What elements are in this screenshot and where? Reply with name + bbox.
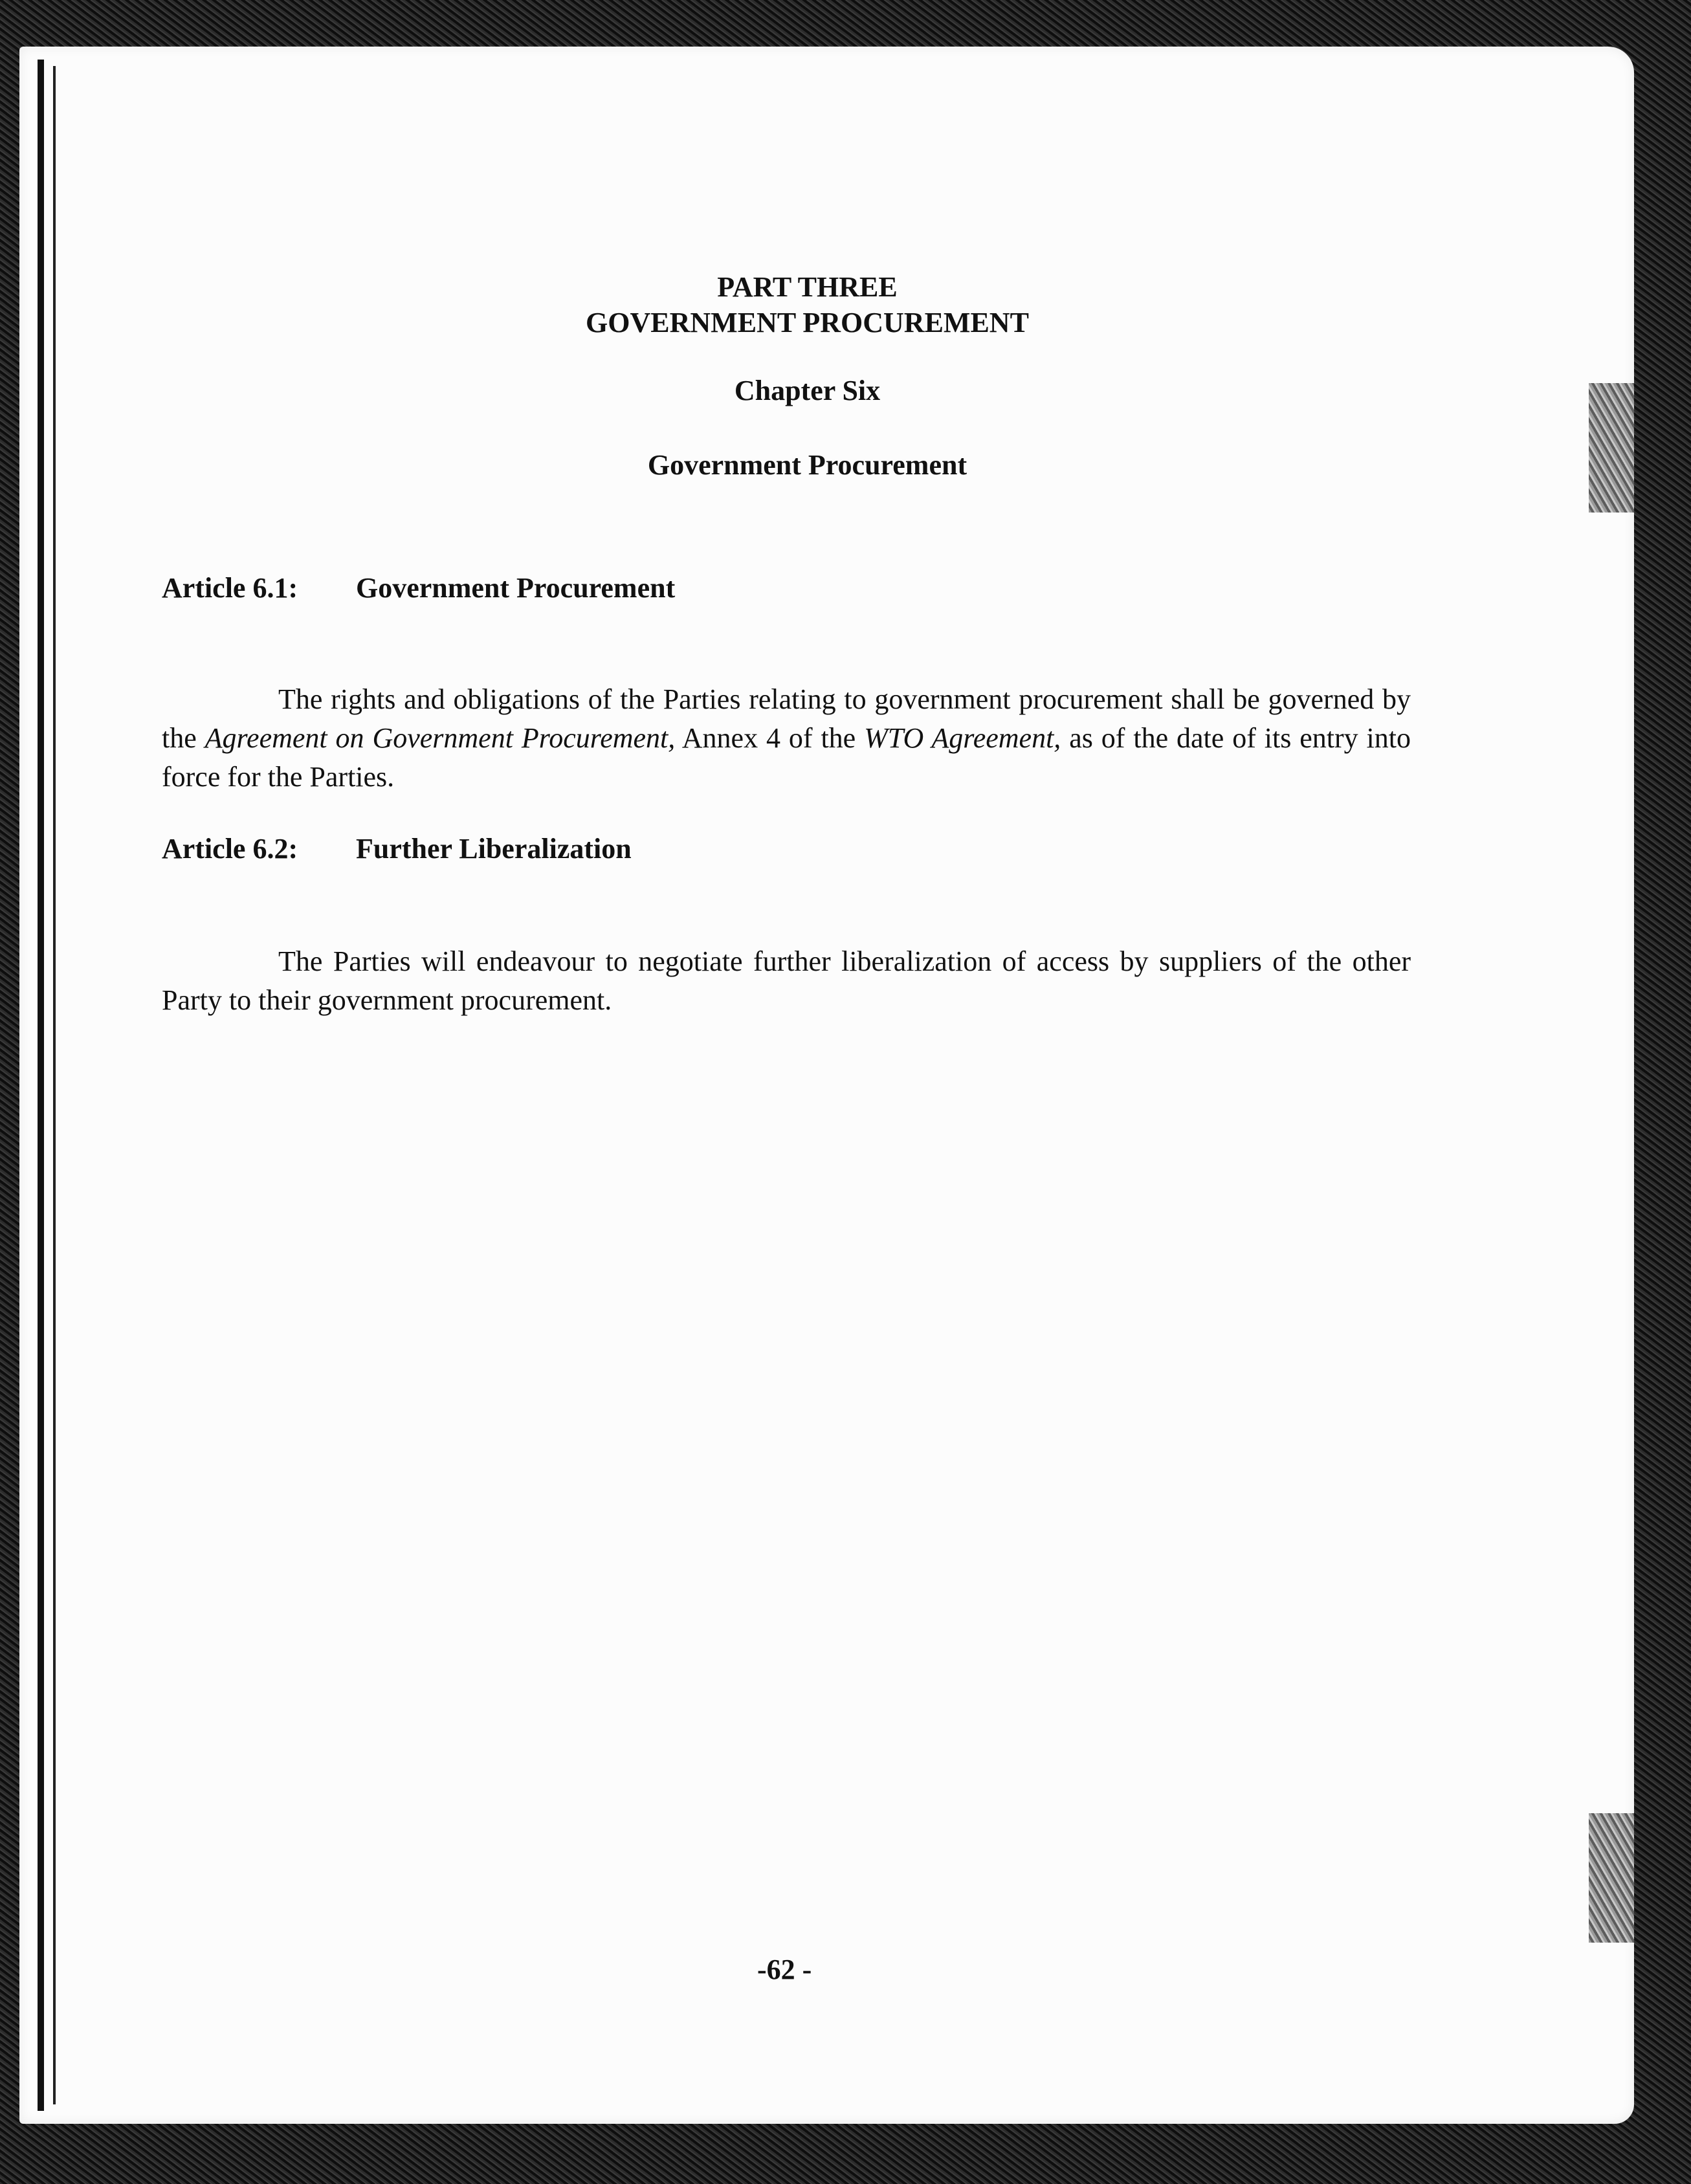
chapter-title: Chapter Six xyxy=(734,375,881,406)
part-subtitle: GOVERNMENT PROCUREMENT xyxy=(586,307,1029,338)
document-page xyxy=(19,47,1634,2124)
article-title: Government Procurement xyxy=(356,572,676,604)
page-number: -62 - xyxy=(757,1954,812,1985)
binding-edge xyxy=(38,60,44,2111)
article-title: Further Liberalization xyxy=(356,833,632,865)
body-text: as of the date of its entry into force for the Parties. xyxy=(162,722,1411,793)
article-heading xyxy=(162,832,632,866)
agreement-title: WTO Agreement, xyxy=(864,722,1061,754)
article-number: Article 6.1: xyxy=(162,572,298,604)
article-body xyxy=(162,680,1411,797)
body-text: The rights and obligations of the Parties relating to government procurement shall be governed by the xyxy=(162,683,1411,754)
article-body: The Parties will endeavour to negotiate further liberalization of access by suppliers of the other Party to their government procurement. xyxy=(162,945,1411,1016)
article-heading xyxy=(162,571,675,606)
agreement-title: Agreement on Government Procurement, xyxy=(204,722,676,754)
page-tab-marker xyxy=(1589,1813,1634,1943)
binding-edge-inner xyxy=(53,66,56,2104)
chapter-subtitle: Government Procurement xyxy=(647,449,967,481)
article-number: Article 6.2: xyxy=(162,833,298,865)
body-text: Annex 4 of the xyxy=(675,722,865,754)
part-title: PART THREE xyxy=(717,271,898,303)
